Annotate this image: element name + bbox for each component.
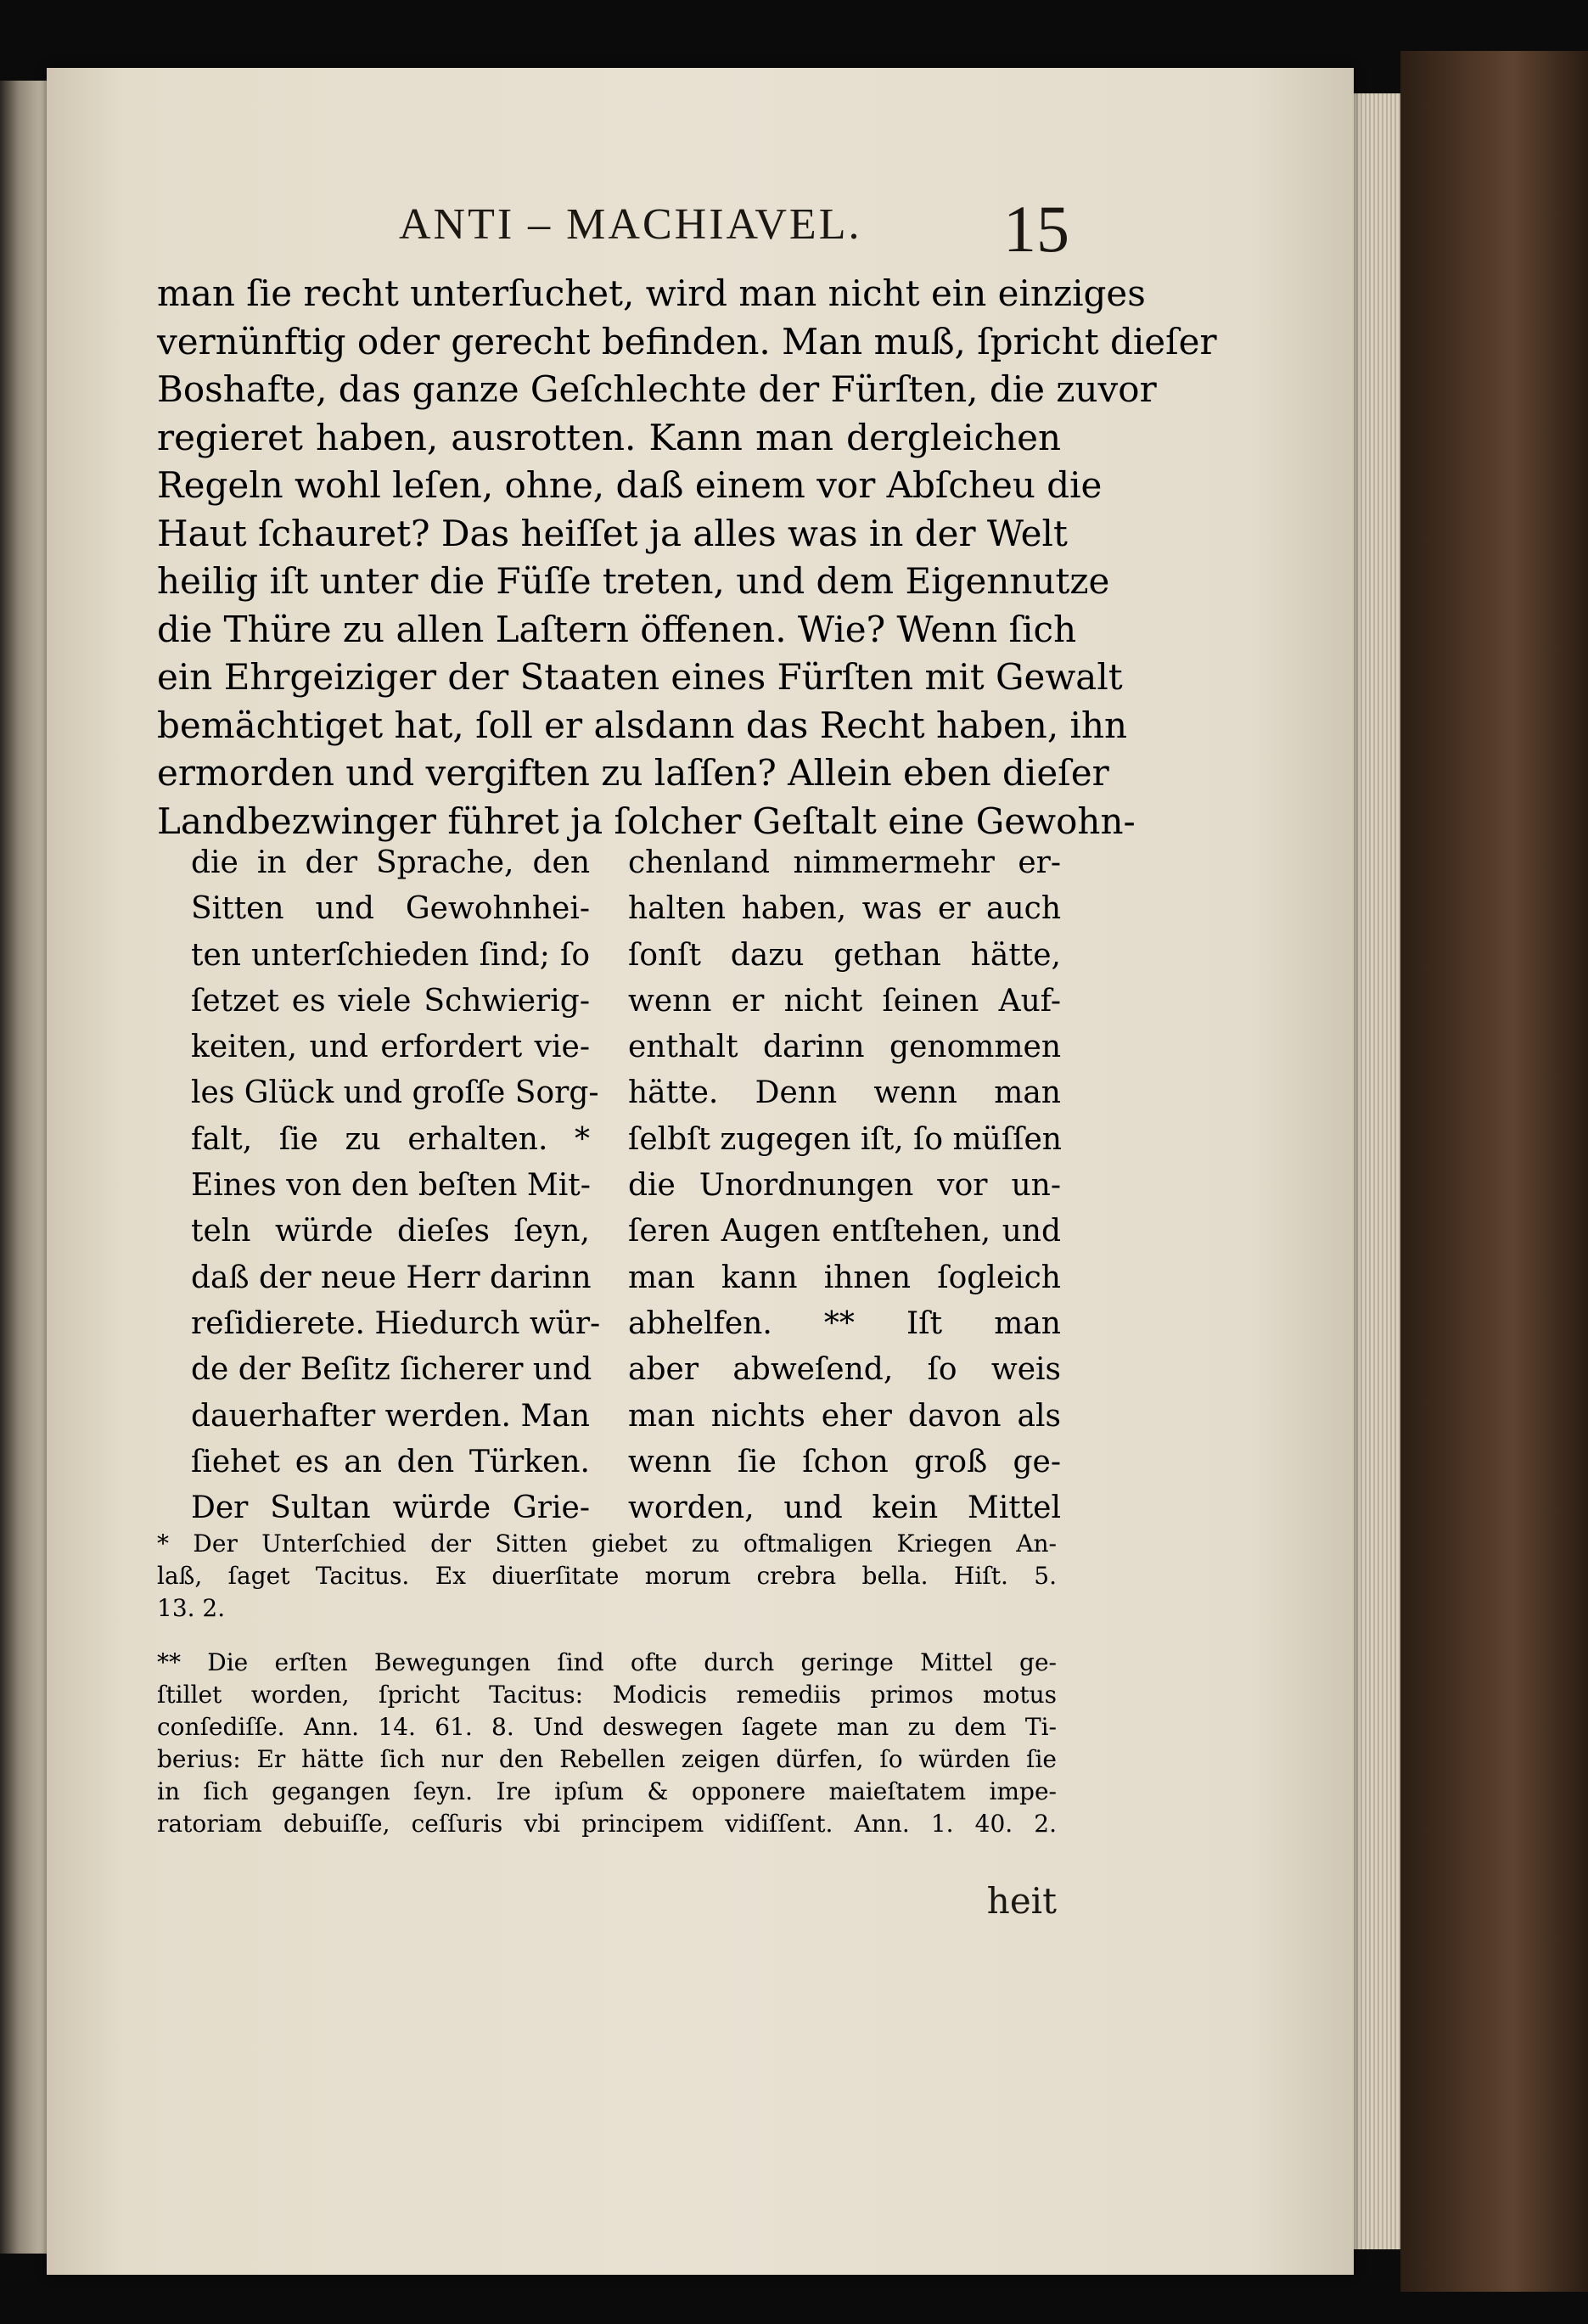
left-column-line: die in der Sprache, den — [191, 845, 590, 880]
footnote-line: in ſich gegangen ſeyn. Ire ipſum & opponere maieſtatem impe- — [157, 1777, 1057, 1805]
footnote-line: ſtillet worden, ſpricht Tacitus: Modicis remediis primos motus — [157, 1681, 1057, 1709]
footnotes — [157, 1528, 1057, 1840]
main-text-block — [157, 270, 1217, 845]
footnote-line: ** Die erſten Bewegungen ſind ofte durch geringe Mittel ge- — [157, 1648, 1057, 1676]
main-text-line: ein Ehrgeiziger der Staaten eines Fürſten mit Gewalt — [157, 656, 1123, 698]
page-block-edge — [1354, 93, 1400, 2249]
left-column-line: Eines von den beſten Mit- — [191, 1168, 591, 1204]
footnote-line: conſediſſe. Ann. 14. 61. 8. Und deswegen ſagete man zu dem Ti- — [157, 1713, 1057, 1741]
right-column-line: worden, und kein Mittel — [628, 1490, 1061, 1526]
right-column-line: wenn ſie ſchon groß ge- — [628, 1444, 1061, 1479]
right-column-line: aber abweſend, ſo weis — [628, 1352, 1061, 1388]
footnote-line: 13. 2. — [157, 1594, 226, 1622]
main-text-line: regieret haben, ausrotten. Kann man dergleichen — [157, 416, 1061, 458]
main-text-line: ermorden und vergiften zu laſſen? Allein eben dieſer — [157, 752, 1109, 794]
book-cover — [1400, 51, 1588, 2292]
main-text-line: Regeln wohl leſen, ohne, daß einem vor Abſcheu die — [157, 464, 1103, 506]
footnote-line: ratoriam debuiſſe, ceſſuris vbi principem vidiſſent. Ann. 1. 40. 2. — [157, 1810, 1057, 1838]
left-column-line: teln würde dieſes ſeyn, — [191, 1214, 590, 1249]
right-column-line: enthalt darinn genommen — [628, 1030, 1061, 1065]
right-column-line: abhelfen. ** Iſt man — [628, 1305, 1061, 1341]
footnote-line: laß, ſaget Tacitus. Ex diuerſitate morum crebra bella. Hiſt. 5. — [157, 1562, 1057, 1590]
running-head: ANTI – MACHIAVEL. — [399, 200, 862, 249]
catchword: heit — [986, 1880, 1057, 1922]
right-column-line: man nichts eher davon als — [628, 1398, 1061, 1434]
main-text-line: Haut ſchauret? Das heiſſet ja alles was in der Welt — [157, 512, 1068, 554]
left-column-line: ten unterſchieden ſind; ſo — [191, 937, 590, 973]
main-text-line: vernünftig oder gerecht befinden. Man muß, ſpricht dieſer — [157, 320, 1217, 362]
main-text-line: bemächtiget hat, ſoll er alsdann das Recht haben, ihn — [157, 704, 1128, 746]
right-column-line: man kann ihnen ſogleich — [628, 1260, 1061, 1295]
left-column-line: les Glück und groſſe Sorg- — [191, 1075, 599, 1111]
main-text-line: die Thüre zu allen Laſtern öffenen. Wie? Wenn ſich — [157, 608, 1077, 650]
left-column-line: reſidierete. Hiedurch wür- — [191, 1305, 601, 1341]
left-column-line: dauerhafter werden. Man — [191, 1398, 590, 1434]
left-column-line: keiten, und erfordert vie- — [191, 1030, 590, 1065]
left-column-line: ſiehet es an den Türken. — [191, 1444, 590, 1479]
right-column-line: wenn er nicht ſeinen Auf- — [628, 983, 1061, 1019]
left-column-line: falt, ſie zu erhalten. * — [191, 1121, 590, 1157]
right-column-line: halten haben, was er auch — [628, 891, 1061, 927]
right-column-line: ſeren Augen entſtehen, und — [628, 1214, 1061, 1249]
left-column-line: daß der neue Herr darinn — [191, 1260, 592, 1295]
left-column-line: Sitten und Gewohnhei- — [191, 891, 590, 927]
right-column — [628, 840, 1061, 1531]
right-column-line: hätte. Denn wenn man — [628, 1075, 1061, 1111]
main-text-line: Boshafte, das ganze Geſchlechte der Fürſten, die zuvor — [157, 368, 1157, 410]
left-column-line: Der Sultan würde Grie- — [191, 1490, 590, 1526]
right-column-line: chenland nimmermehr er- — [628, 845, 1061, 880]
left-column-line: ſetzet es viele Schwierig- — [191, 983, 590, 1019]
main-text-line: man ſie recht unterſuchet, wird man nicht ein einziges — [157, 272, 1146, 314]
main-text-line: heilig iſt unter die Füſſe treten, und dem Eigennutze — [157, 560, 1110, 602]
right-column-line: ſonſt dazu gethan hätte, — [628, 937, 1061, 973]
left-column-line: de der Beſitz ſicherer und — [191, 1352, 592, 1388]
footnote-line: * Der Unterſchied der Sitten giebet zu oftmaligen Kriegen An- — [157, 1530, 1057, 1558]
main-text-line: Landbezwinger führet ja ſolcher Geſtalt eine Gewohn- — [157, 800, 1136, 842]
previous-page-edge — [0, 81, 47, 2254]
left-column — [191, 840, 601, 1531]
footnote-line: berius: Er hätte ſich nur den Rebellen zeigen dürfen, ſo würden ſie — [157, 1745, 1057, 1773]
right-column-line: ſelbſt zugegen iſt, ſo müſſen — [628, 1121, 1062, 1157]
right-column-line: die Unordnungen vor un- — [628, 1168, 1061, 1204]
page-number: 15 — [1003, 192, 1069, 266]
